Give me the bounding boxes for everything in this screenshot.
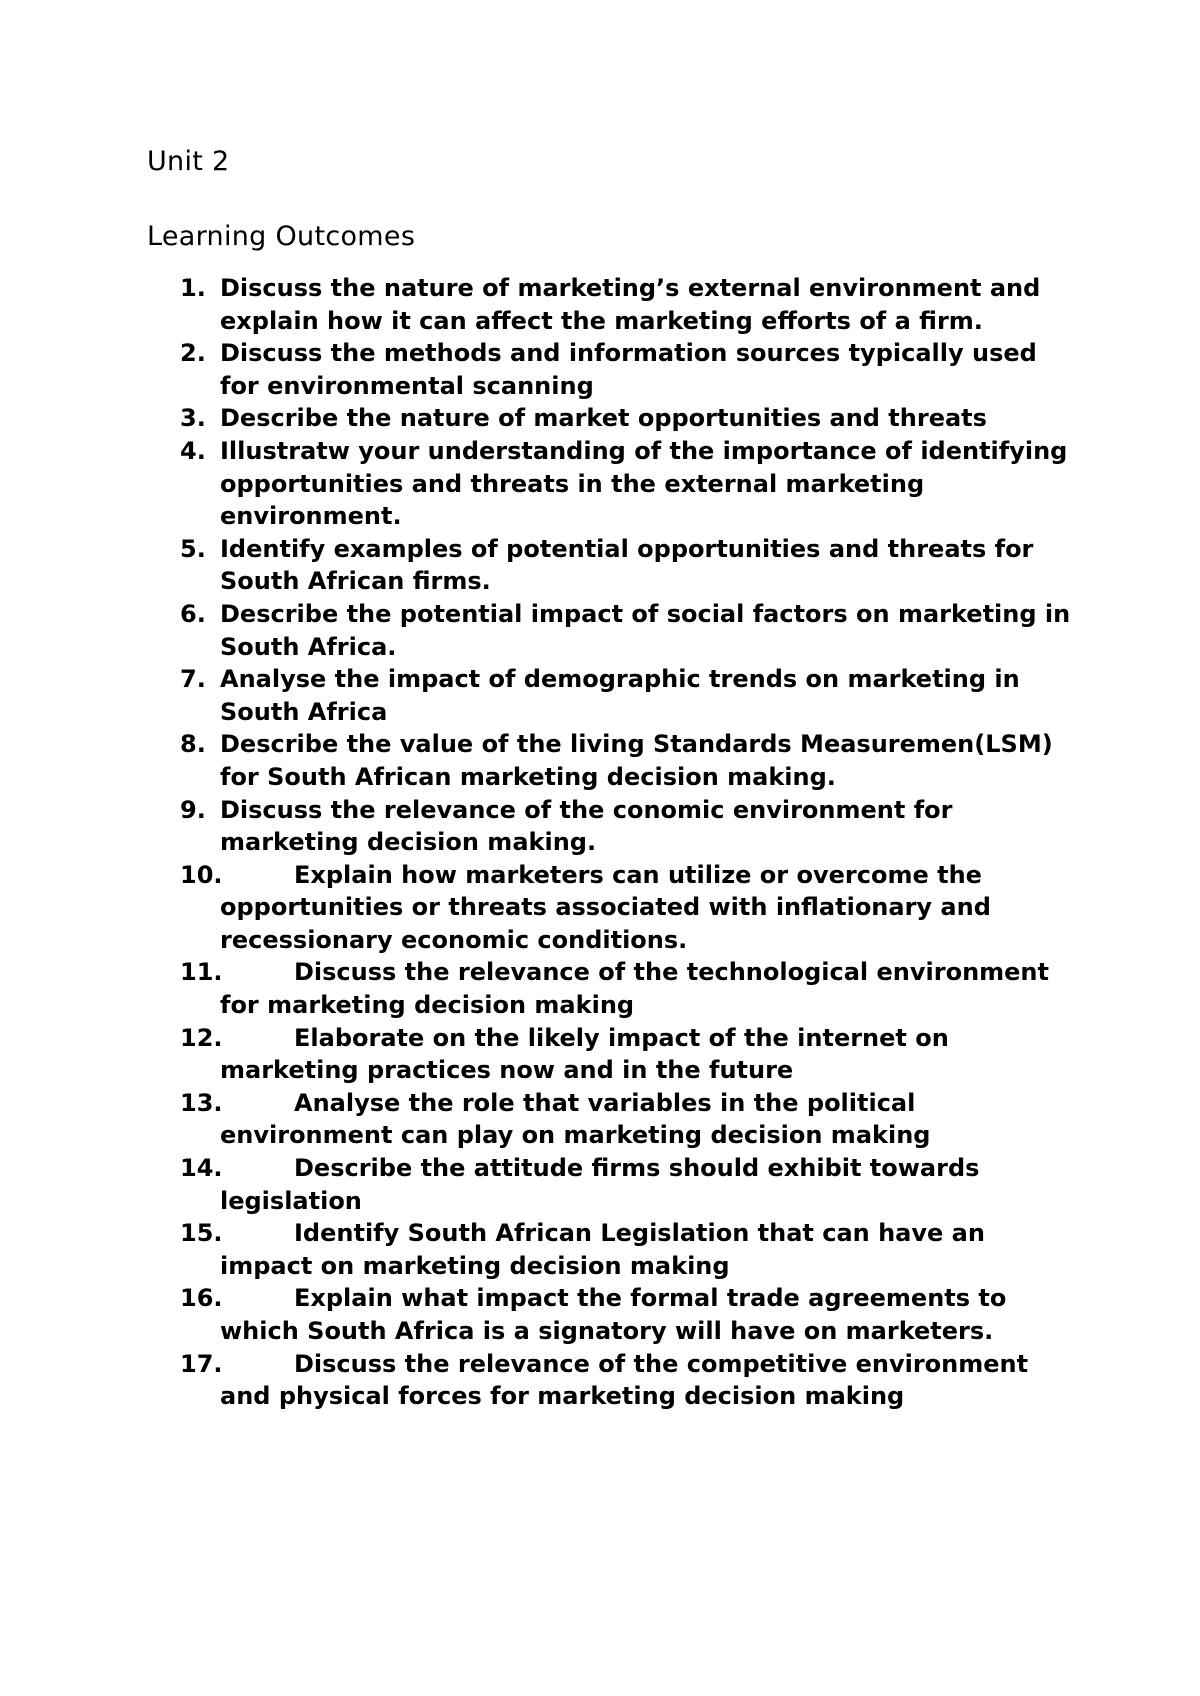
learning-outcomes-list — [180, 272, 1080, 1413]
outcome-text: Explain how marketers can utilize or overcome the opportunities or threats associated with inflationary and recessionary economic conditions. — [220, 860, 991, 954]
outcome-text: Identify South African Legislation that can have an impact on marketing decision making — [220, 1219, 985, 1280]
outcome-number: 2. — [180, 339, 206, 368]
outcome-text: Analyse the role that variables in the political environment can play on marketing decision making — [220, 1088, 931, 1150]
outcome-item-10 — [180, 859, 1080, 957]
outcome-item-11 — [180, 956, 1080, 1021]
outcome-text: Illustratw your understanding of the importance of identifying opportunities and threats in the external marketing environment. — [220, 436, 1068, 531]
outcome-item-6 — [180, 598, 1080, 663]
outcome-number: 4. — [180, 436, 206, 465]
outcome-text: Discuss the relevance of the competitive environment and physical forces for marketing decision making — [220, 1349, 1029, 1411]
outcome-number: 10. — [180, 860, 223, 889]
outcome-text: Discuss the methods and information sources typically used for environmental scanning — [220, 339, 1037, 400]
outcome-text: Describe the nature of market opportunities and threats — [220, 404, 987, 433]
outcome-number: 9. — [180, 795, 206, 824]
outcome-item-2 — [180, 337, 1080, 402]
outcome-item-5 — [180, 533, 1080, 598]
outcome-item-15 — [180, 1217, 1080, 1282]
outcome-number: 8. — [180, 730, 206, 759]
outcome-item-1 — [180, 272, 1080, 337]
outcome-item-12 — [180, 1022, 1080, 1087]
outcome-item-16 — [180, 1282, 1080, 1347]
outcome-item-14 — [180, 1152, 1080, 1217]
outcome-number: 7. — [180, 665, 206, 694]
outcome-item-3 — [180, 402, 1080, 435]
outcome-text: Explain what impact the formal trade agreements to which South Africa is a signatory will have on marketers. — [220, 1284, 1007, 1345]
outcome-text: Identify examples of potential opportunities and threats for South African firms. — [220, 534, 1034, 596]
outcome-number: 13. — [180, 1088, 223, 1117]
outcome-number: 16. — [180, 1284, 223, 1313]
outcome-number: 12. — [180, 1023, 223, 1052]
outcome-text: Describe the value of the living Standards Measuremen(LSM) for South African marketing decision making. — [220, 730, 1053, 791]
outcome-number: 3. — [180, 404, 206, 433]
outcome-text: Describe the attitude firms should exhibit towards legislation — [220, 1154, 980, 1215]
outcome-number: 11. — [180, 958, 223, 987]
section-title: Learning Outcomes — [147, 221, 416, 252]
outcome-item-17 — [180, 1348, 1080, 1413]
outcome-number: 6. — [180, 599, 206, 628]
outcome-number: 17. — [180, 1349, 223, 1378]
unit-title: Unit 2 — [147, 146, 230, 177]
outcome-item-7 — [180, 663, 1080, 728]
outcome-item-8 — [180, 728, 1080, 793]
outcome-number: 14. — [180, 1154, 223, 1183]
outcome-text: Discuss the nature of marketing’s external environment and explain how it can affect the marketing efforts of a firm. — [220, 274, 1041, 335]
outcome-item-4 — [180, 435, 1080, 533]
outcome-item-13 — [180, 1087, 1080, 1152]
outcome-text: Discuss the relevance of the technological environment for marketing decision making — [220, 958, 1049, 1020]
outcome-number: 5. — [180, 534, 206, 563]
outcome-number: 15. — [180, 1219, 223, 1248]
outcome-text: Describe the potential impact of social factors on marketing in South Africa. — [220, 599, 1071, 661]
outcome-number: 1. — [180, 274, 206, 302]
outcome-text: Elaborate on the likely impact of the internet on marketing practices now and in the future — [220, 1023, 949, 1085]
outcome-text: Discuss the relevance of the conomic environment for marketing decision making. — [220, 795, 953, 857]
outcome-item-9 — [180, 794, 1080, 859]
outcome-text: Analyse the impact of demographic trends on marketing in South Africa — [220, 665, 1020, 726]
